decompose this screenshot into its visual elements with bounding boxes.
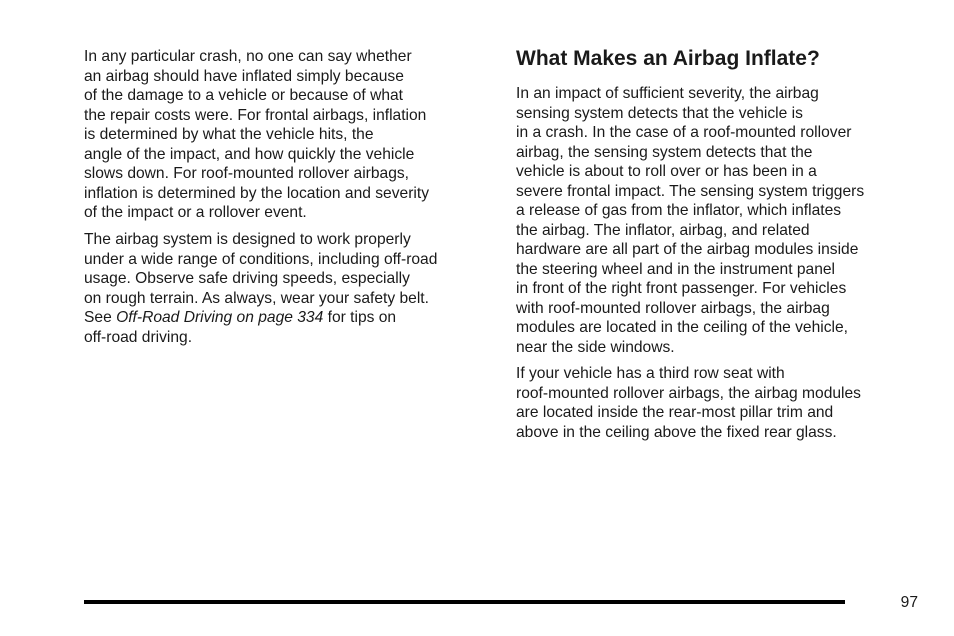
text-line: above in the ceiling above the fixed rear glass. bbox=[516, 423, 837, 441]
text-line: off-road driving. bbox=[84, 328, 193, 346]
reference-suffix-text: for tips on bbox=[323, 309, 397, 326]
text-line: of the impact or a rollover event. bbox=[84, 204, 307, 221]
text-line: In an impact of sufficient severity, the airbag bbox=[516, 85, 819, 102]
text-line: modules are located in the ceiling of the vehicle, bbox=[516, 319, 848, 336]
footer-rule bbox=[84, 600, 845, 604]
text-line: The airbag system is designed to work properly bbox=[84, 231, 411, 248]
text-line: the airbag. The inflator, airbag, and related bbox=[516, 221, 810, 239]
text-line: slows down. For roof-mounted rollover airbags, bbox=[84, 165, 410, 182]
text-line: near the side windows. bbox=[516, 338, 675, 356]
text-line: of the damage to a vehicle or because of what bbox=[84, 87, 404, 104]
text-line: is determined by what the vehicle hits, the bbox=[84, 126, 374, 143]
text-line: on rough terrain. As always, wear your safety belt. bbox=[84, 289, 429, 307]
text-line: an airbag should have inflated simply because bbox=[84, 67, 404, 85]
text-line: usage. Observe safe driving speeds, especially bbox=[84, 270, 410, 287]
text-line: In any particular crash, no one can say whether bbox=[84, 48, 412, 65]
text-line: inflation is determined by the location and severity bbox=[84, 184, 429, 202]
text-line: under a wide range of conditions, including off-road bbox=[84, 250, 438, 268]
text-line: vehicle is about to roll over or has been in a bbox=[516, 163, 817, 180]
text-line: in a crash. In the case of a roof-mounted rollover bbox=[516, 124, 852, 141]
see-text: See bbox=[84, 309, 117, 326]
text-line: airbag, the sensing system detects that the bbox=[516, 143, 813, 161]
page-number: 97 bbox=[900, 594, 918, 611]
cross-reference-link[interactable]: Off-Road Driving on page 334 bbox=[116, 309, 324, 326]
text-line: angle of the impact, and how quickly the vehicle bbox=[84, 145, 415, 163]
section-heading: What Makes an Airbag Inflate? bbox=[516, 47, 820, 70]
text-line-with-reference bbox=[84, 308, 396, 328]
text-line: the repair costs were. For frontal airbags, inflation bbox=[84, 106, 427, 124]
text-line: hardware are all part of the airbag modules inside bbox=[516, 241, 859, 258]
text-line: in front of the right front passenger. For vehicles bbox=[516, 280, 847, 297]
text-line: are located inside the rear-most pillar trim and bbox=[516, 404, 834, 421]
text-line: roof-mounted rollover airbags, the airbag modules bbox=[516, 384, 861, 402]
text-line: with roof-mounted rollover airbags, the airbag bbox=[516, 299, 830, 317]
text-line: severe frontal impact. The sensing system triggers bbox=[516, 182, 865, 200]
text-line: sensing system detects that the vehicle is bbox=[516, 104, 803, 122]
text-line: a release of gas from the inflator, which inflates bbox=[516, 202, 842, 219]
text-line: the steering wheel and in the instrument panel bbox=[516, 260, 836, 278]
text-line: If your vehicle has a third row seat with bbox=[516, 365, 785, 382]
